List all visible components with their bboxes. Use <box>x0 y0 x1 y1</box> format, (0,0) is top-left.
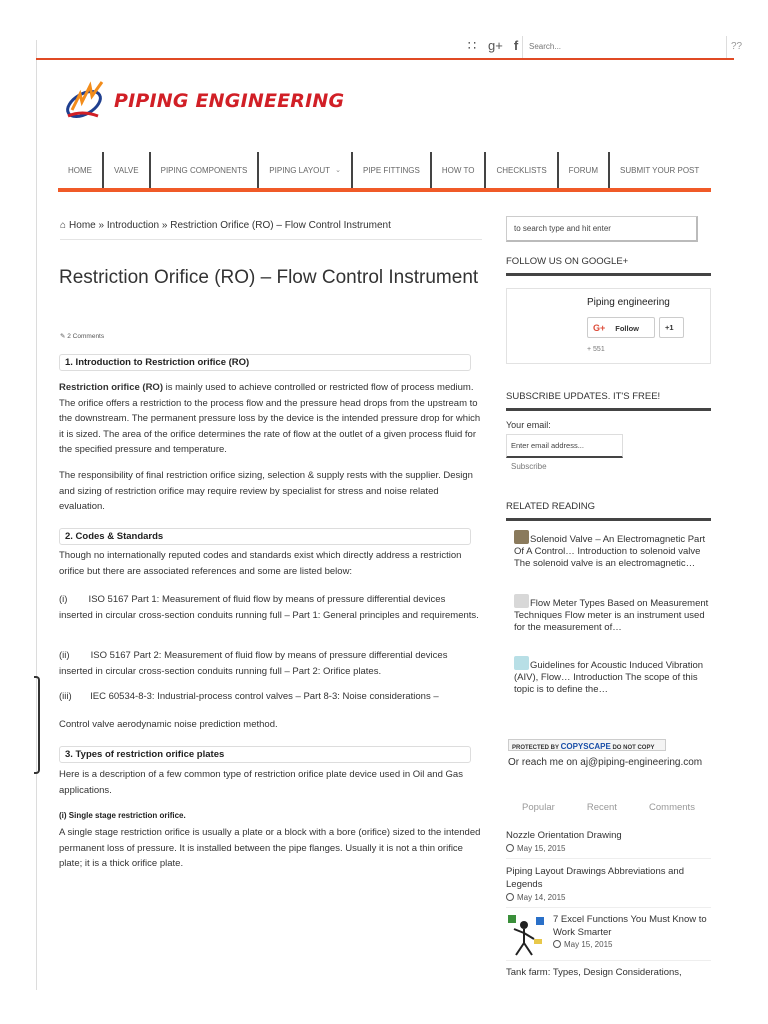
breadcrumb-category[interactable]: Introduction <box>106 220 160 231</box>
copyscape-badge[interactable] <box>508 739 666 751</box>
codes-paragraph: Though no internationally reputed codes and standards exist which directly address a restriction orifice but there are associated references and some are listed below: <box>59 550 462 577</box>
gplus-follower-count: + 551 <box>587 346 605 353</box>
post-date-text: May 15, 2015 <box>517 844 566 853</box>
related-item-text: Flow Meter Types Based on Measurement Techniques Flow meter is an instrument used for the measurement of… <box>514 598 709 633</box>
page-title: Restriction Orifice (RO) – Flow Control Instrument <box>59 267 479 288</box>
breadcrumb-home[interactable]: Home <box>69 220 96 231</box>
nav-pipe-fittings[interactable]: PIPE FITTINGS <box>351 152 430 188</box>
logo-icon <box>62 80 108 122</box>
top-search-button[interactable]: ?? <box>731 41 743 52</box>
nav-forum[interactable]: FORUM <box>557 152 608 188</box>
gplus-follow-button[interactable] <box>587 317 655 338</box>
intro-bold-term: Restriction orifice (RO) <box>59 382 163 393</box>
clock-icon <box>506 893 514 901</box>
codes-item-iii: (iii) IEC 60534-8-3: Industrial-process control valves – Part 8-3: Noise considerations – <box>59 691 439 702</box>
popular-post-title[interactable]: Piping Layout Drawings Abbreviations and Legends <box>506 866 684 890</box>
aiv-thumbnail <box>514 656 529 670</box>
nav-piping-components[interactable]: PIPING COMPONENTS <box>149 152 258 188</box>
posts-tabs <box>506 802 711 818</box>
breadcrumb-separator: » <box>98 220 105 231</box>
comments-count: 2 Comments <box>67 333 105 340</box>
clock-icon <box>553 940 561 948</box>
codes-item-ii: (ii) ISO 5167 Part 2: Measurement of fluid flow by means of pressure differential devices inserted in circular cross-section conduits running full – Part 2: Orifice plates. <box>59 650 451 677</box>
scroll-marker <box>34 676 40 774</box>
nav-valve[interactable]: VALVE <box>102 152 149 188</box>
nav-piping-layout-label: PIPING LAYOUT <box>269 165 331 175</box>
copyscape-pre: PROTECTED BY <box>512 745 561 751</box>
gplus-follow-label: Follow <box>615 324 640 333</box>
related-item-text: Guidelines for Acoustic Induced Vibration (AIV), Flow… Introduction The scope of this topic is to define the… <box>514 660 704 695</box>
single-stage-paragraph: A single stage restriction orifice is usually a plate or a block with a bore (orifice) sized to the intended permanent loss of pressure. It is installed between the pipe flanges. Usually it is not a thin orifice plate; it is a thick orifice plate. <box>59 827 481 870</box>
top-search-input[interactable]: Search... <box>522 36 727 58</box>
google-plus-icon[interactable]: g+ <box>488 38 503 53</box>
sidebar-search-input[interactable]: to search type and hit enter <box>506 216 698 242</box>
contact-email-text: Or reach me on aj@piping-engineering.com <box>508 757 703 768</box>
popular-post-title[interactable]: Tank farm: Types, Design Considerations, <box>506 967 682 978</box>
post-divider <box>506 858 711 859</box>
email-input[interactable]: Enter email address... <box>506 434 623 458</box>
popular-post-title[interactable]: 7 Excel Functions You Must Know to Work Smarter <box>553 914 707 938</box>
popular-post-title[interactable]: Nozzle Orientation Drawing <box>506 830 622 841</box>
main-nav <box>58 152 711 192</box>
codes-item-i: (i) ISO 5167 Part 1: Measurement of fluid flow by means of pressure differential devices inserted in circular cross-section conduits running full – Part 1: General principles and requirements. <box>59 594 479 621</box>
nav-submit-post[interactable]: SUBMIT YOUR POST <box>608 152 709 188</box>
page-left-border <box>36 40 37 990</box>
related-item[interactable] <box>514 530 714 570</box>
solenoid-valve-thumbnail <box>514 530 529 544</box>
post-divider <box>506 907 711 908</box>
breadcrumb-current: Restriction Orifice (RO) – Flow Control Instrument <box>170 220 391 231</box>
popular-post-date <box>553 940 612 949</box>
post-date-text: May 14, 2015 <box>517 893 566 902</box>
google-plus-widget <box>506 288 711 364</box>
tab-popular[interactable]: Popular <box>522 802 555 813</box>
nav-checklists[interactable]: CHECKLISTS <box>484 152 556 188</box>
related-item[interactable] <box>514 656 714 696</box>
related-heading: RELATED READING <box>506 501 711 521</box>
subscribe-button[interactable]: Subscribe <box>511 462 547 471</box>
section-heading-types: 3. Types of restriction orifice plates <box>59 746 471 763</box>
related-item[interactable] <box>514 594 714 634</box>
nav-how-to[interactable]: HOW TO <box>430 152 485 188</box>
nav-piping-layout[interactable] <box>257 152 351 188</box>
flow-meter-thumbnail <box>514 594 529 608</box>
subscribe-heading: SUBSCRIBE UPDATES. IT'S FREE! <box>506 391 711 411</box>
excel-functions-thumbnail <box>506 913 546 959</box>
rss-icon[interactable]: ∷ <box>467 38 477 53</box>
tab-comments[interactable]: Comments <box>649 802 695 813</box>
related-item-text: Solenoid Valve – An Electromagnetic Part Of A Control… Introduction to solenoid valve The solenoid valve is an electromagnetic… <box>514 534 706 569</box>
copyscape-brand: COPYSCAPE <box>560 742 611 751</box>
site-logo[interactable] <box>62 80 344 122</box>
codes-item-iii-continued: Control valve aerodynamic noise prediction method. <box>59 719 278 730</box>
post-divider <box>506 960 711 961</box>
breadcrumb <box>60 220 482 240</box>
subheading-single-stage: (i) Single stage restriction orifice. <box>59 811 186 820</box>
home-icon: ⌂ <box>60 220 67 231</box>
popular-post-date <box>506 893 565 902</box>
gplus-page-name[interactable]: Piping engineering <box>587 297 670 308</box>
copyscape-post: DO NOT COPY <box>610 745 655 751</box>
comments-link[interactable] <box>60 332 104 340</box>
intro-text: is mainly used to achieve controlled or restricted flow of process medium. The orifice offers a restriction to the process flow and the pressure head drops from the upstream to the downstream. The permanent pressure loss by the device is the intended pressure drop for which it is sized. The area of the orifice determines the rate of flow at the outlet of a given process fluid for the specified pressure and temperature. <box>59 382 481 456</box>
clock-icon <box>506 844 514 852</box>
section-heading-introduction: 1. Introduction to Restriction orifice (RO) <box>59 354 471 371</box>
popular-post-date <box>506 844 565 853</box>
follow-heading: FOLLOW US ON GOOGLE+ <box>506 256 711 276</box>
post-date-text: May 15, 2015 <box>564 940 613 949</box>
types-paragraph: Here is a description of a few common type of restriction orifice plate device used in Oil and Gas applications. <box>59 769 463 796</box>
intro-paragraph-2: The responsibility of final restriction orifice sizing, selection & supply rests with the supplier. Design and sizing of restriction orifice may require review by specialist for stress and noise related evaluation. <box>59 470 473 513</box>
nav-home[interactable]: HOME <box>68 165 92 175</box>
social-links <box>466 38 522 54</box>
email-label: Your email: <box>506 420 551 430</box>
tab-recent[interactable]: Recent <box>586 802 617 813</box>
intro-paragraph-1 <box>59 380 481 458</box>
comments-icon: ✎ <box>60 333 66 340</box>
facebook-icon[interactable]: f <box>513 38 519 53</box>
top-bar <box>36 36 743 60</box>
section-heading-codes: 2. Codes & Standards <box>59 528 471 545</box>
logo-text: PIPING ENGINEERING <box>114 90 345 112</box>
chevron-down-icon: ⌄ <box>335 167 341 174</box>
gplus-plus-one-button[interactable]: +1 <box>659 317 684 338</box>
google-plus-icon: G+ <box>593 323 606 333</box>
breadcrumb-separator: » <box>161 220 168 231</box>
